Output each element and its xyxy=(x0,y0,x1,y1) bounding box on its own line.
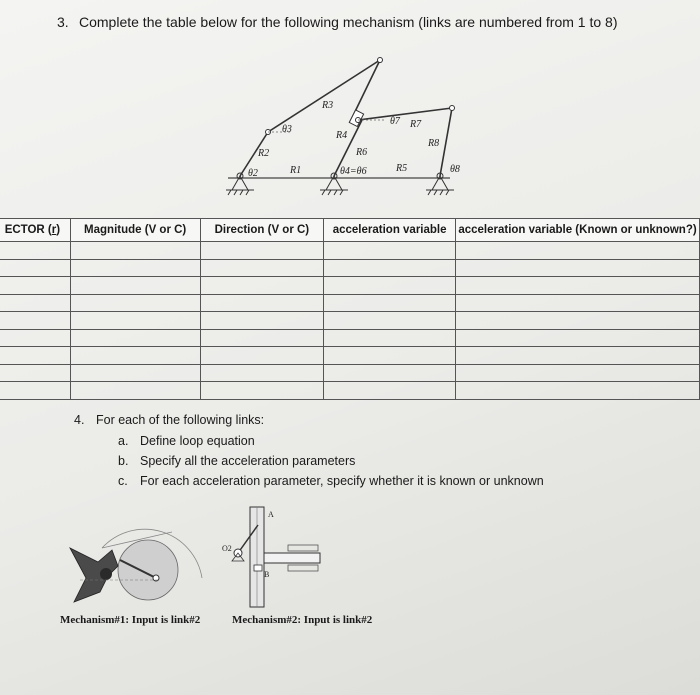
table-cell[interactable] xyxy=(0,259,70,277)
rotating-disk xyxy=(118,540,178,600)
table-cell[interactable] xyxy=(0,382,70,400)
horizontal-slider xyxy=(264,553,320,563)
table-cell[interactable] xyxy=(324,329,456,347)
table-cell[interactable] xyxy=(324,312,456,330)
question-3-text: Complete the table below for the following mechanism (links are numbered from 1 to 8) xyxy=(79,14,618,30)
table-cell[interactable] xyxy=(324,277,456,295)
table-cell[interactable] xyxy=(200,259,324,277)
table-cell[interactable] xyxy=(70,259,200,277)
table-cell[interactable] xyxy=(70,329,200,347)
link-r7 xyxy=(358,108,452,120)
label-theta7: θ7 xyxy=(390,116,400,127)
table-cell[interactable] xyxy=(456,347,700,365)
subitem-a: a. Define loop equation xyxy=(118,434,255,448)
table-row xyxy=(0,242,700,260)
table-cell[interactable] xyxy=(324,382,456,400)
table-row xyxy=(0,329,700,347)
table-cell[interactable] xyxy=(70,242,200,260)
label-r6: R6 xyxy=(356,147,368,158)
table-row xyxy=(0,312,700,330)
table-row xyxy=(0,364,700,382)
table-cell[interactable] xyxy=(0,294,70,312)
table-cell[interactable] xyxy=(324,347,456,365)
table-row xyxy=(0,259,700,277)
table-cell[interactable] xyxy=(324,364,456,382)
table-cell[interactable] xyxy=(200,312,324,330)
table-cell[interactable] xyxy=(70,312,200,330)
table-cell[interactable] xyxy=(456,312,700,330)
header-acceleration-known: acceleration variable (Known or unknown?) xyxy=(456,219,700,242)
label-r3: R3 xyxy=(322,100,334,111)
table-cell[interactable] xyxy=(70,277,200,295)
table-cell[interactable] xyxy=(0,242,70,260)
question-3-title xyxy=(57,14,617,30)
eight-link-mechanism-diagram xyxy=(218,52,478,202)
label-r1: R1 xyxy=(290,165,302,176)
table-cell[interactable] xyxy=(70,347,200,365)
mechanism-1-diagram xyxy=(60,522,210,612)
table-cell[interactable] xyxy=(456,364,700,382)
table-cell[interactable] xyxy=(0,347,70,365)
fig2-label-a: A xyxy=(268,510,274,519)
label-theta3: θ3 xyxy=(282,124,292,135)
question-4-subitems xyxy=(74,431,544,491)
table-cell[interactable] xyxy=(200,277,324,295)
table-cell[interactable] xyxy=(70,364,200,382)
label-theta8: θ8 xyxy=(450,164,460,175)
table-cell[interactable] xyxy=(456,242,700,260)
label-theta4-eq-theta6: θ4=θ6 xyxy=(340,166,367,177)
acceleration-table xyxy=(0,218,700,400)
table-cell[interactable] xyxy=(200,294,324,312)
fig2-label-b: B xyxy=(264,570,270,579)
header-direction: Direction (V or C) xyxy=(200,219,324,242)
table-cell[interactable] xyxy=(0,312,70,330)
label-r5: R5 xyxy=(396,163,408,174)
question-4-text: For each of the following links: xyxy=(96,413,265,427)
table-cell[interactable] xyxy=(324,242,456,260)
mechanism-1-caption: Mechanism#1: Input is link#2 xyxy=(60,614,201,626)
question-3-number: 3. xyxy=(57,14,69,30)
table-cell[interactable] xyxy=(324,294,456,312)
table-cell[interactable] xyxy=(0,329,70,347)
table-cell[interactable] xyxy=(456,294,700,312)
table-cell[interactable] xyxy=(456,277,700,295)
question-4-number: 4. xyxy=(74,413,85,427)
label-r2: R2 xyxy=(258,148,270,159)
table-header-row xyxy=(0,219,700,242)
label-r8: R8 xyxy=(428,138,440,149)
table-cell[interactable] xyxy=(0,277,70,295)
header-vector: ECTOR (r) xyxy=(0,219,70,242)
table-cell[interactable] xyxy=(200,242,324,260)
table-cell[interactable] xyxy=(324,259,456,277)
subitem-c: c. For each acceleration parameter, specify whether it is known or unknown xyxy=(118,474,544,488)
fig2-label-o2: O2 xyxy=(222,544,232,553)
table-row xyxy=(0,382,700,400)
table-row xyxy=(0,294,700,312)
ground-pivot-right xyxy=(426,173,454,195)
table-row xyxy=(0,347,700,365)
mechanism-2-diagram xyxy=(222,505,332,609)
header-magnitude: Magnitude (V or C) xyxy=(70,219,200,242)
table-cell[interactable] xyxy=(456,329,700,347)
table-cell[interactable] xyxy=(0,364,70,382)
table-cell[interactable] xyxy=(200,382,324,400)
header-acceleration-variable: acceleration variable xyxy=(324,219,456,242)
question-4 xyxy=(74,413,544,491)
table-cell[interactable] xyxy=(456,382,700,400)
table-cell[interactable] xyxy=(456,259,700,277)
subitem-b: b. Specify all the acceleration parameters xyxy=(118,454,356,468)
table-cell[interactable] xyxy=(70,294,200,312)
table-row xyxy=(0,277,700,295)
mechanism-2-caption: Mechanism#2: Input is link#2 xyxy=(232,614,373,626)
label-theta2: θ2 xyxy=(248,168,258,179)
label-r7: R7 xyxy=(410,119,422,130)
table-cell[interactable] xyxy=(70,382,200,400)
table-cell[interactable] xyxy=(200,347,324,365)
table-cell[interactable] xyxy=(200,364,324,382)
label-r4: R4 xyxy=(336,130,348,141)
table-cell[interactable] xyxy=(200,329,324,347)
